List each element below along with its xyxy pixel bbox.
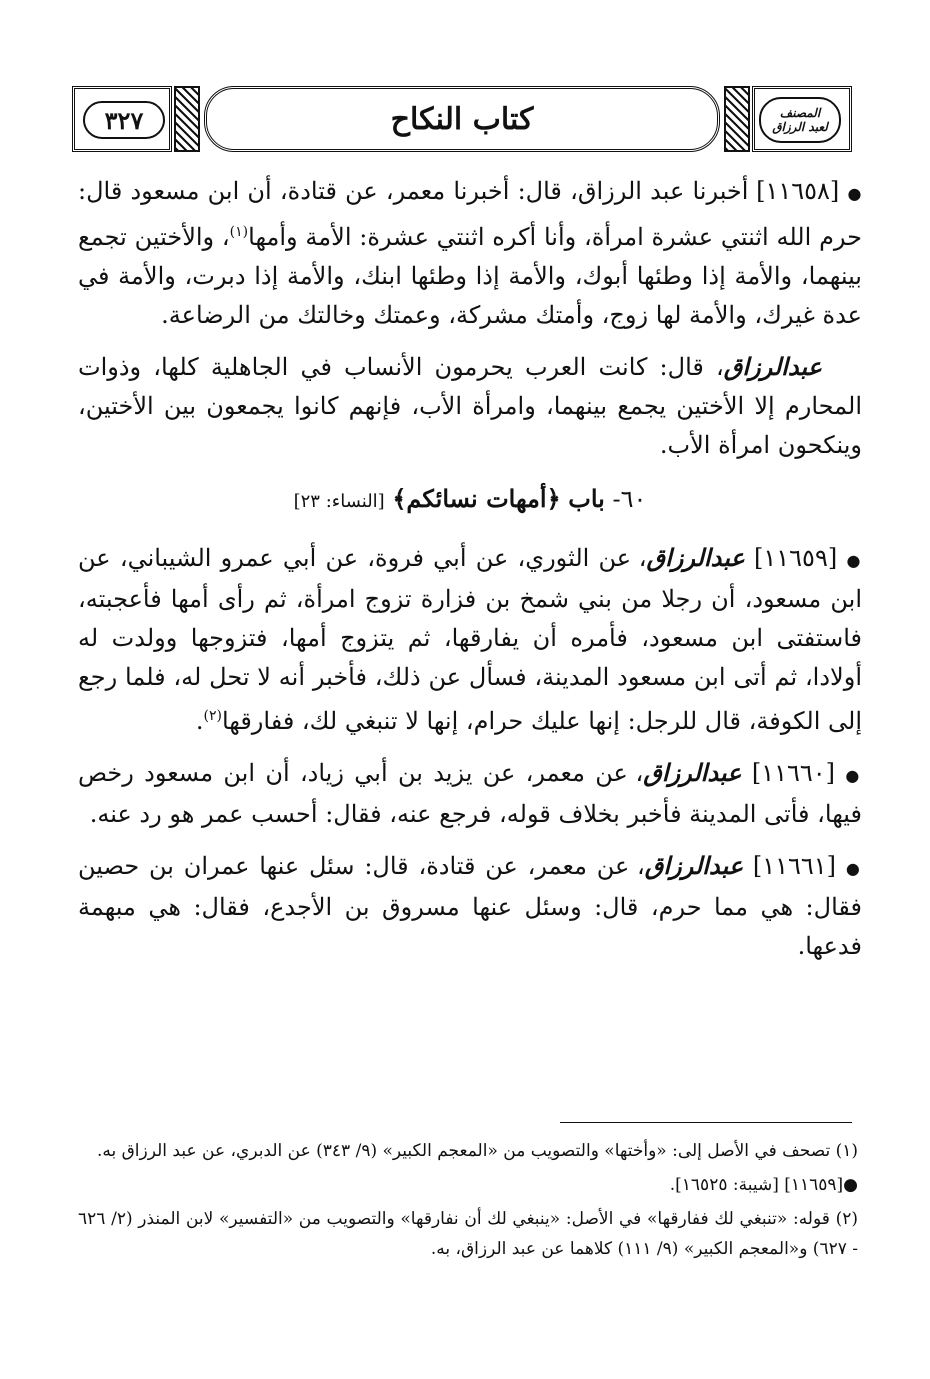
hadith-text: [١١٦٥٨] أخبرنا عبد الرزاق، قال: أخبرنا معمر، عن قتادة، أن ابن مسعود قال: حرم الله اثنتي عشرة امرأة، وأنا أكره اثنتي عشرة: الأمة وأمها xyxy=(78,177,863,251)
main-text xyxy=(78,172,862,978)
title-frame xyxy=(204,86,720,152)
commentary-text: ، قال: كانت العرب يحرمون الأنساب في الجاهلية كلها، وذوات المحارم إلا الأختين يجمع بينهما، وامرأة الأب، فإنهم كانوا يجمعون بين الأختين، وينكحون امرأة الأب. xyxy=(78,353,862,459)
footnote-divider xyxy=(560,1122,852,1123)
hadith-11658 xyxy=(78,172,862,335)
footnote-1: (١) تصحف في الأصل إلى: «وأختها» والتصويب من «المعجم الكبير» (٩/ ٣٤٣) عن الدبري، عن عبد الرزاق به. xyxy=(96,1141,858,1161)
author-name: عبدالرزاق xyxy=(643,758,742,787)
footnote-ref: (١) xyxy=(229,224,249,240)
hadith-number: [١١٦٦٠] xyxy=(751,759,836,787)
logo-line-2: لعبد الرزاق xyxy=(772,120,828,134)
bullet-icon: ● xyxy=(847,184,862,203)
chapter-number: ٦٠- xyxy=(612,485,647,513)
chapter-heading xyxy=(78,479,862,522)
hadith-11660 xyxy=(78,753,862,834)
bullet-icon: ● xyxy=(845,766,862,785)
footnote-2: (٢) قوله: «تنبغي لك ففارقها» في الأصل: «ينبغي لك أن نفارقها» والتصويب من «التفسير» لابن المنذر (٢/ ٦٢٦ - ٦٢٧) و«المعجم الكبير» (٩/ ١١١) كلاهما عن عبد الرزاق، به. xyxy=(78,1209,858,1259)
book-title: كتاب النكاح xyxy=(390,101,534,137)
footnote-ref: (٢) xyxy=(203,708,222,724)
hadith-number: [١١٦٦١] xyxy=(752,852,837,880)
chapter-reference: [النساء: ٢٣] xyxy=(293,491,385,512)
footnote-source: ●[١١٦٥٩] [شيبة: ١٦٥٢٥]. xyxy=(669,1175,858,1195)
hadith-text: ، عن معمر، عن قتادة، قال: سئل عنها عمران بن حصين فقال: هي مما حرم، قال: وسئل عنها مسروق بن الأجدع، فقال: هي مبهمة فدعها. xyxy=(78,852,862,960)
hadith-text: ، عن معمر، عن يزيد بن أبي زياد، أن ابن مسعود رخص فيها، فأتى المدينة فأخبر بخلاف قوله، فرجع عنه، فقال: أحسب عمر هو رد عنه. xyxy=(78,759,862,828)
hadith-text-continued: ، والأختين تجمع بينهما، والأمة إذا وطئها أبوك، والأمة إذا وطئها ابنك، والأمة إذا دبرت، والأمة في عدة غيرك، والأمة لها زوج، وأمتك مشركة، وعمتك وخالتك من الرضاعة. xyxy=(78,223,862,329)
hadith-text-end: . xyxy=(195,707,204,735)
page-number: ٣٢٧ xyxy=(83,101,165,139)
author-name: عبدالرزاق xyxy=(646,543,745,572)
hadith-11659 xyxy=(78,538,862,741)
page-number-frame xyxy=(72,86,172,152)
ornament-right xyxy=(724,86,750,152)
hadith-text: ، عن الثوري، عن أبي فروة، عن أبي عمرو الشيباني، عن ابن مسعود، أن رجلا من بني شمخ بن فزارة تزوج امرأة، ثم رأى أمها فأعجبته، فاستفتى ابن مسعود، فأمره أن يفارقها، ثم يتزوج أمها، فتزوجها وولدت له أولادا، ثم أتى ابن مسعود المدينة، فسأل عن ذلك، فأخبر أنه لا تحل له، فلما رجع إلى الكوفة، قال للرجل: إنها عليك حرام، إنها لا تنبغي لك، ففارقها xyxy=(78,544,862,735)
footnotes xyxy=(78,1136,858,1268)
author-name: عبدالرزاق xyxy=(644,851,744,880)
hadith-number: [١١٦٥٩] xyxy=(754,544,838,572)
chapter-verse: ﴿أمهات نسائكم﴾ xyxy=(392,484,561,513)
logo-line-1: المصنف xyxy=(779,106,821,120)
page-header xyxy=(72,86,852,156)
author-name: عبدالرزاق xyxy=(723,352,822,381)
hadith-11661 xyxy=(78,846,862,966)
logo-frame xyxy=(752,86,852,152)
commentary-paragraph xyxy=(78,347,862,465)
ornament-left xyxy=(174,86,200,152)
chapter-label: باب xyxy=(568,484,605,513)
bullet-icon: ● xyxy=(845,859,862,878)
book-logo xyxy=(759,97,841,143)
bullet-icon: ● xyxy=(846,551,862,570)
